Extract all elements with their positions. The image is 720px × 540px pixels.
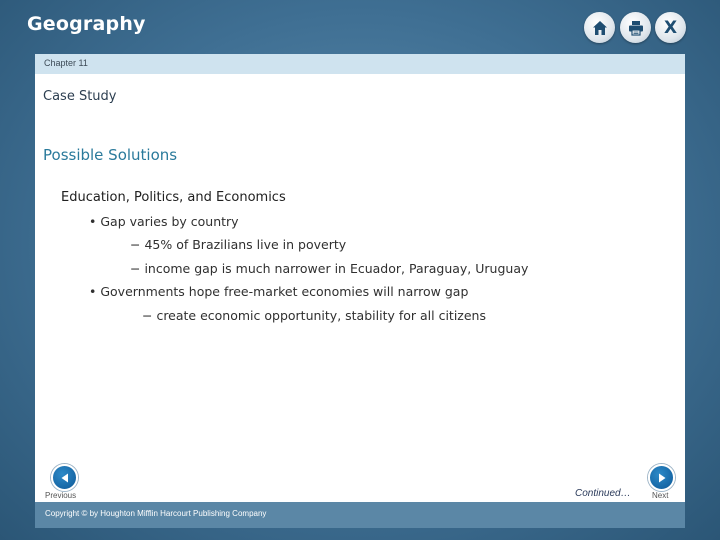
previous-button[interactable] (51, 464, 78, 491)
bullet-item: • Governments hope free-market economies will narrow gap (89, 284, 469, 299)
bullet-item: • Gap varies by country (89, 214, 239, 229)
next-button[interactable] (648, 464, 675, 491)
footer-bar (35, 502, 685, 528)
topic-heading: Education, Politics, and Economics (61, 190, 286, 205)
home-icon (591, 19, 609, 37)
home-button[interactable] (584, 12, 615, 43)
previous-label: Previous (45, 491, 77, 500)
chapter-bar (35, 54, 685, 74)
close-icon: X (663, 17, 678, 38)
continued-label: Continued… (575, 488, 631, 499)
slide-content (35, 54, 685, 502)
arrow-right-icon (656, 472, 668, 484)
arrow-left-icon (59, 472, 71, 484)
chapter-label: Chapter 11 (44, 58, 88, 68)
sub-bullet-item: − create economic opportunity, stability for all citizens (142, 308, 486, 323)
page-heading: Possible Solutions (43, 146, 178, 164)
section-label: Case Study (43, 89, 117, 104)
print-icon (627, 19, 645, 37)
sub-bullet-item: − income gap is much narrower in Ecuador, Paraguay, Uruguay (130, 261, 529, 276)
next-label: Next (652, 491, 669, 500)
print-button[interactable] (620, 12, 651, 43)
app-title: Geography (27, 13, 146, 35)
copyright-text: Copyright © by Houghton Mifflin Harcourt Publishing Company (45, 509, 267, 518)
close-button[interactable] (655, 12, 686, 43)
sub-bullet-item: − 45% of Brazilians live in poverty (130, 237, 347, 252)
